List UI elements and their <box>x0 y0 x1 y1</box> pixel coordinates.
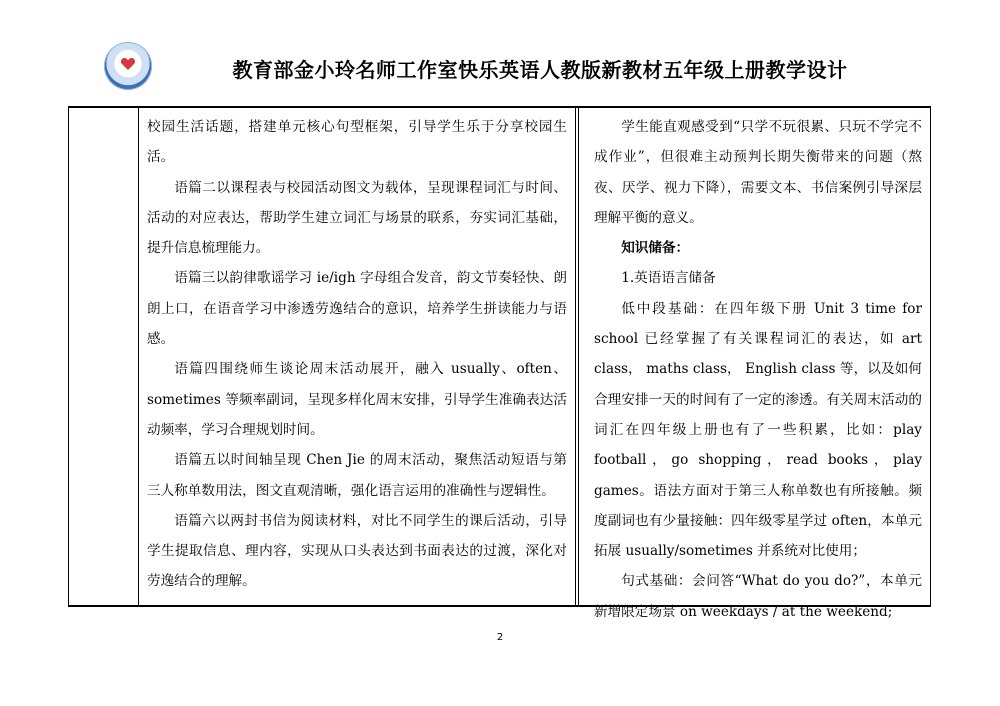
text-paragraph: 校园生活话题，搭建单元核心句型框架，引导学生乐于分享校园生活。 <box>147 119 567 166</box>
lesson-design-table <box>68 106 931 620</box>
text-paragraph: 语篇二以课程表与校园活动图文为载体，呈现课程词汇与时间、活动的对应表达，帮助学生建立词汇与场景的联系，夯实词汇基础，提升信息梳理能力。 <box>147 179 567 257</box>
document-title: 教育部金小玲名师工作室快乐英语人教版新教材五年级上册教学设计 <box>232 58 848 82</box>
table-label-cell <box>69 108 139 605</box>
teacher-studio-logo-icon <box>104 42 152 90</box>
heart-icon <box>120 56 136 72</box>
page-number: 2 <box>496 632 504 643</box>
student-analysis-cell <box>576 108 930 620</box>
knowledge-subheading: 1.英语语言储备 <box>621 270 716 287</box>
unit-text-analysis-cell <box>139 108 576 605</box>
text-paragraph: 语篇六以两封书信为阅读材料，对比不同学生的课后活动，引导学生提取信息、理内容，实现从口头表达到书面表达的过渡，深化对劳逸结合的理解。 <box>147 512 567 590</box>
student-intro-paragraph: 学生能直观感受到“只学不玩很累、只玩不学完不成作业”，但很难主动预判长期失衡带来的问题（熬夜、厌学、视力下降），需要文本、书信案例引导深层理解平衡的意义。 <box>594 119 922 226</box>
text-paragraph: 语篇四围绕师生谈论周末活动展开，融入 usually、often、sometimes 等频率副词，呈现多样化周末安排，引导学生准确表达活动频率，学习合理规划时间。 <box>147 361 567 438</box>
text-paragraph: 语篇五以时间轴呈现 Chen Jie 的周末活动，聚焦活动短语与第三人称单数用法，图文直观清晰，强化语言运用的准确性与逻辑性。 <box>147 452 567 499</box>
knowledge-heading: 知识储备： <box>621 240 690 257</box>
knowledge-paragraph: 句式基础：会问答“What do you do?”，本单元新增限定场景 on weekdays / at the weekend; <box>594 573 922 620</box>
knowledge-paragraph: 低中段基础：在四年级下册 Unit 3 time for school 已经掌握了有关课程词汇的表达，如 art class， maths class， English class 等，以及如何合理安排一天的时间有了一定的渗透。有关周末活动的词汇在四年级上册也有了一些积累，比如：play football，go shopping，read books，play games。语法方面对于第三人称单数也有所接触。频度副词也有少量接触：四年级零星学过 often，本单元拓展 usually/sometimes 并系统对比使用； <box>594 300 922 560</box>
page-header <box>0 40 1000 100</box>
text-paragraph: 语篇三以韵律歌谣学习 ie/igh 字母组合发音，韵文节奏轻快、朗朗上口，在语音学习中渗透劳逸结合的意识，培养学生拼读能力与语感。 <box>147 270 567 348</box>
